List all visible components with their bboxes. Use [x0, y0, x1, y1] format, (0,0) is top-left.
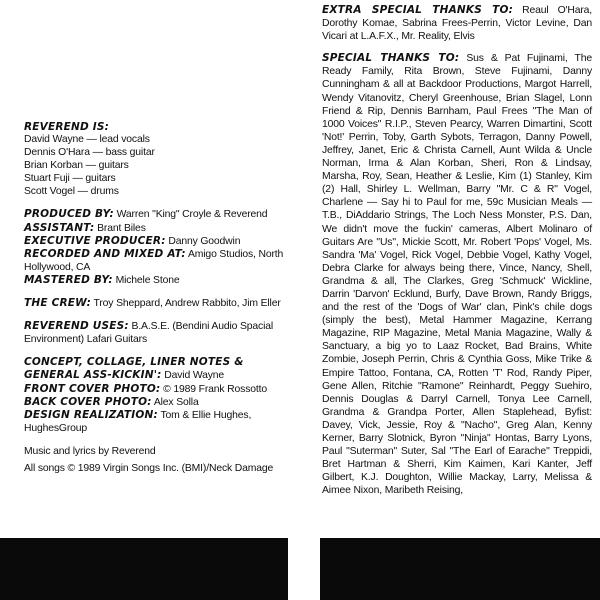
extra-thanks-text: Reaul O'Hara, Dorothy Komae, Sabrina Frees-Perrin, Victor Levine, Dan Vicari at L.A.F.X., Mr. Reality, Elvis — [322, 5, 593, 43]
assistant-value: Brant Biles — [94, 222, 146, 234]
recorded-label: RECORDED AND MIXED AT: — [24, 247, 186, 260]
concept-label: CONCEPT, COLLAGE, LINER NOTES & GENERAL ASS-KICKIN': — [24, 356, 244, 382]
songs-line: All songs © 1989 Virgin Songs Inc. (BMI)/Neck Damage — [24, 462, 274, 474]
exec-value: Danny Goodwin — [165, 235, 241, 247]
uses-value: B.A.S.E. (Bendini Audio Spacial Environment) Lafari Guitars — [24, 321, 274, 346]
band-lineup — [24, 121, 294, 198]
mastered-credit — [24, 274, 294, 287]
crew-credit — [24, 297, 294, 310]
member-line: Brian Korban — guitars — [24, 160, 129, 172]
concept-value: David Wayne — [161, 370, 225, 382]
special-thanks-text: Sus & Pat Fujinami, The Ready Family, Rita Brown, Steve Fujinami, Danny Cunningham & all at Backdoor Productions, Margot Harrell, Wendy Vitanovitz, Cheryl Greenhouse, Brian Slagel, Lonn Friend & Rip, Dennis Barnham, Paul Frees "The Man of 1000 Voices" R.I.P., Steven Pearcy, Warren Dimartini, Scott 'Not!' Perrin, Toby, Garth Sybots, Terragon, Danny Powell, Jeffrey, Janet, Eric & Christa Carnell, Aunt Wilda & Uncle Norman, Irma & Alan Korban, Sheri, Ron & Lindsay, Marsha, Roy, Sean, Heather & Leslie, Kim (1) Stanley, Kim (2) Hall, Shirley L. Wellman, Barry "Mr. C & R" Vogel, Charlene — Say hi to Paul for me, 59c Musician Meals — T.B., DiAddario Strings, The Loch Ness Monster, P.S. Dan, We didn't move the fuckin' cameras, Albert Molinaro of Guitars Are "Us", Mickie Scott, Mr. Robert 'Pops' Vogel, Ms. Sandra 'Ma' Vogel, Rick Vogel, Debbie Vogel, Kathy Vogel, Debra Clarke for always being there, Vince, Nancy, Shell, Grandma & all, The Clarkes, Greg 'Schmuck' Wickline, Darrin 'Darvon' Ecklund, Burfy, Dave Brown, Randy Briggs, and the rest of the 'Dogs of War' clan, Pink's chile dogs (simply the best), Metal Hammer Magazine, Kerrang Magazine, RIP Magazine, Metal Mania Magazine, Wally & Sanctuary, a big yo to Laaz Rocket, Bad Brains, White Zombie, Joseph Perrin, Chris & Cynthia Goss, Mike Trike & Empire Tattoo, Fontana, CA, Rotten 'T' Rod, Randy Piper, Gene Allen, Ritchie "Ramone" Reinhardt, Peggy Suehiro, Dennis Douglas & Darryl Carnell, Tonya Lee Carnell, Grandma & Grandpa Porter, Allen Staplehead, Byfist: Davey, Vick, Jessie, Roy & "Nacho", Greg Alan, Kenny Kerner, Barry Slotnick, Byron "Ninja" Hontas, Barry Lyons, Paul "Suterman" Suter, Sal "The Earl of Earache" Treppidi, Bret Hartman & Sherri, Kim Kaimen, Kari Kanter, Jeff Gilbert, K.J. Doughton, Willie Mackay, Larry, Melissa & Aimee Nixon, Maribeth Reising, — [322, 53, 592, 497]
front-photo-value: © 1989 Frank Rossotto — [160, 383, 267, 395]
member-line: Dennis O'Hara — bass guitar — [24, 147, 155, 159]
exec-label: EXECUTIVE PRODUCER: — [24, 234, 166, 247]
mastered-label: MASTERED BY: — [24, 273, 113, 286]
extra-thanks-label: EXTRA SPECIAL THANKS TO: — [322, 4, 514, 16]
assistant-credit — [24, 222, 294, 235]
crew-label: THE CREW: — [24, 297, 91, 310]
front-photo-label: FRONT COVER PHOTO: — [24, 382, 161, 395]
black-band-left — [0, 538, 288, 600]
produced-label: PRODUCED BY: — [24, 208, 114, 221]
design-label: DESIGN REALIZATION: — [24, 408, 158, 421]
back-photo-label: BACK COVER PHOTO: — [24, 395, 152, 408]
back-photo-credit — [24, 396, 294, 409]
black-band-right — [320, 538, 600, 600]
reverend-heading: REVEREND IS: — [24, 121, 110, 133]
music-line: Music and lyrics by Reverend — [24, 445, 156, 457]
concept-credit — [24, 356, 294, 382]
art-credits — [24, 356, 294, 435]
mastered-value: Michele Stone — [112, 274, 180, 286]
design-value: Tom & Ellie Hughes, HughesGroup — [24, 409, 252, 434]
credits-column — [24, 121, 294, 475]
produced-value: Warren "King" Croyle & Reverend — [113, 209, 268, 221]
member-line: Stuart Fuji — guitars — [24, 173, 116, 185]
recorded-credit — [24, 248, 294, 274]
recorded-value: Amigo Studios, North Hollywood, CA — [24, 248, 284, 273]
member-line: David Wayne — lead vocals — [24, 134, 150, 145]
assistant-label: ASSISTANT: — [24, 221, 95, 234]
extra-thanks-block — [322, 4, 592, 43]
design-credit — [24, 409, 294, 435]
uses-label: REVEREND USES: — [24, 320, 129, 333]
back-photo-value: Alex Solla — [151, 396, 199, 408]
special-thanks-block — [322, 52, 592, 497]
exec-producer-credit — [24, 235, 294, 248]
production-credits — [24, 208, 294, 287]
special-thanks-label: SPECIAL THANKS TO: — [322, 52, 460, 65]
member-line: Scott Vogel — drums — [24, 186, 119, 198]
thanks-column — [322, 4, 592, 497]
crew-value: Troy Sheppard, Andrew Rabbito, Jim Eller — [91, 298, 281, 310]
uses-credit — [24, 320, 294, 346]
produced-credit — [24, 208, 294, 221]
front-photo-credit — [24, 383, 294, 396]
